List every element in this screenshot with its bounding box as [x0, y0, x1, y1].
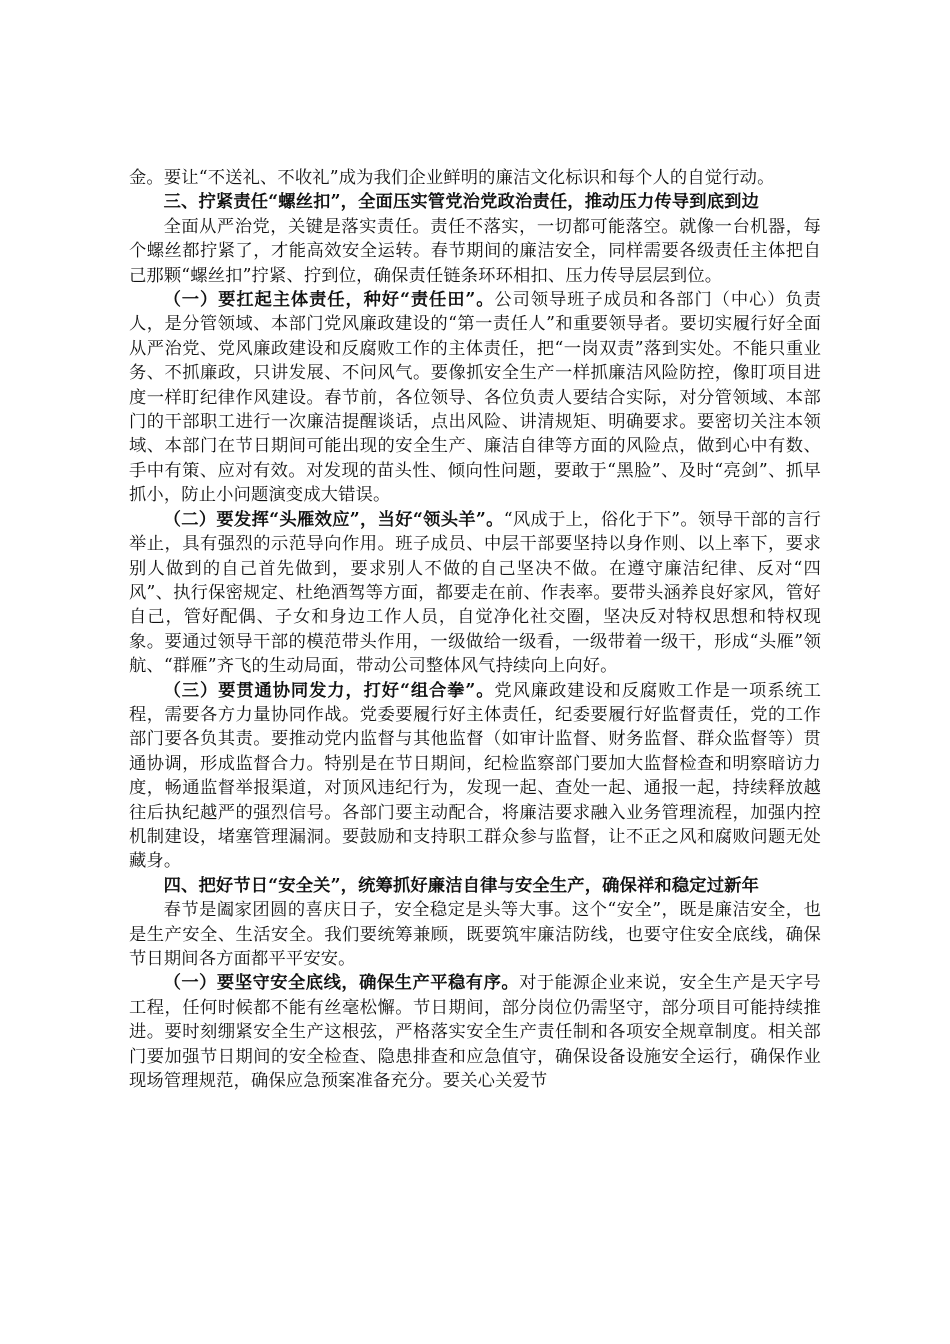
subsection-text: 党风廉政建设和反腐败工作是一项系统工程，需要各方力量协同作战。党委要履行好主体责任，纪委要履行好监督责任，党的工作部门要各负其责。要推动党内监督与其他监督（如审计监督、财务监督、群众监督等）贯通协调，形成监督合力。特别是在节日期间，纪检监察部门要加大监督检查和明察暗访力度，畅通监督举报渠道，对顶风违纪行为，发现一起、查处一起、通报一起，持续释放越往后执纪越严的强烈信号。各部门要主动配合，将廉洁要求融入业务管理流程，加强内控机制建设，堵塞管理漏洞。要鼓励和支持职工群众参与监督，让不正之风和腐败问题无处藏身。: [129, 680, 821, 872]
paragraph-subsection-2: [129, 508, 821, 679]
section-heading-three: 三、拧紧责任“螺丝扣”，全面压实管党治党政治责任，推动压力传导到底到边: [163, 192, 760, 213]
document-page: [129, 166, 821, 1093]
subsection-text: “风成于上，俗化于下”。领导干部的言行举止，具有强烈的示范导向作用。班子成员、中层干部要坚持以身作则、以上率下，要求别人做到的自己首先做到，要求别人不做的自己坚决不做。在遵守廉洁纪律、反对“四风”、执行保密规定、杜绝酒驾等方面，都要走在前、作表率。要带头涵养良好家风，管好自己，管好配偶、子女和身边工作人员，自觉净化社交圈，坚决反对特权思想和特权现象。要通过领导干部的模范带头作用，一级做给一级看，一级带着一级干，形成“头雁”领航、“群雁”齐飞的生动局面，带动公司整体风气持续向上向好。: [129, 509, 821, 677]
paragraph-continuation: 金。要让“不送礼、不收礼”成为我们企业鲜明的廉洁文化标识和每个人的自觉行动。: [129, 168, 775, 188]
paragraph-body: 全面从严治党，关键是落实责任。责任不落实，一切都可能落空。就像一台机器，每个螺丝都拧紧了，才能高效安全运转。春节期间的廉洁安全，同样需要各级责任主体把自己那颗“螺丝扣”拧紧、拧到位，确保责任链条环环相扣、压力传导层层到位。: [129, 216, 821, 286]
subsection-text: 对于能源企业来说，安全生产是天字号工程，任何时候都不能有丝毫松懈。节日期间，部分岗位仍需坚守，部分项目可能持续推进。要时刻绷紧安全生产这根弦，严格落实安全生产责任制和各项安全规章制度。相关部门要加强节日期间的安全检查、隐患排查和应急值守，确保设备设施安全运行，确保作业现场管理规范，确保应急预案准备充分。要关心关爱节: [129, 973, 821, 1092]
subsection-lead: （一）要扛起主体责任，种好“责任田”。: [163, 290, 495, 311]
subsection-lead: （二）要发挥“头雁效应”，当好“领头羊”。: [163, 509, 504, 530]
subsection-text: 公司领导班子成员和各部门（中心）负责人，是分管领域、本部门党风廉政建设的“第一责任人”和重要领导者。要切实履行好全面从严治党、党风廉政建设和反腐败工作的主体责任，把“一岗双责”落到实处。不能只重业务、不抓廉政，只讲发展、不问风气。要像抓安全生产一样抓廉洁风险防控，像盯项目进度一样盯纪律作风建设。春节前，各位领导、各位负责人要结合实际，对分管领域、本部门的干部职工进行一次廉洁提醒谈话，点出风险、讲清规矩、明确要求。要密切关注本领域、本部门在节日期间可能出现的安全生产、廉洁自律等方面的风险点，做到心中有数、手中有策、应对有效。对发现的苗头性、倾向性问题，要敢于“黑脸”、及时“亮剑”、抓早抓小，防止小问题演变成大错误。: [129, 290, 821, 506]
paragraph-subsection-4: [129, 971, 821, 1093]
subsection-lead: （一）要坚守安全底线，确保生产平稳有序。: [163, 973, 520, 994]
paragraph-subsection-3: [129, 679, 821, 874]
paragraph-subsection-1: [129, 288, 821, 508]
paragraph-body: 春节是阖家团圆的喜庆日子，安全稳定是头等大事。这个“安全”，既是廉洁安全，也是生产安全、生活安全。我们要统筹兼顾，既要筑牢廉洁防线，也要守住安全底线，确保节日期间各方面都平平安安。: [129, 900, 821, 969]
section-heading-four: 四、把好节日“安全关”，统筹抓好廉洁自律与安全生产，确保祥和稳定过新年: [163, 875, 760, 896]
subsection-lead: （三）要贯通协同发力，打好“组合拳”。: [163, 680, 495, 701]
